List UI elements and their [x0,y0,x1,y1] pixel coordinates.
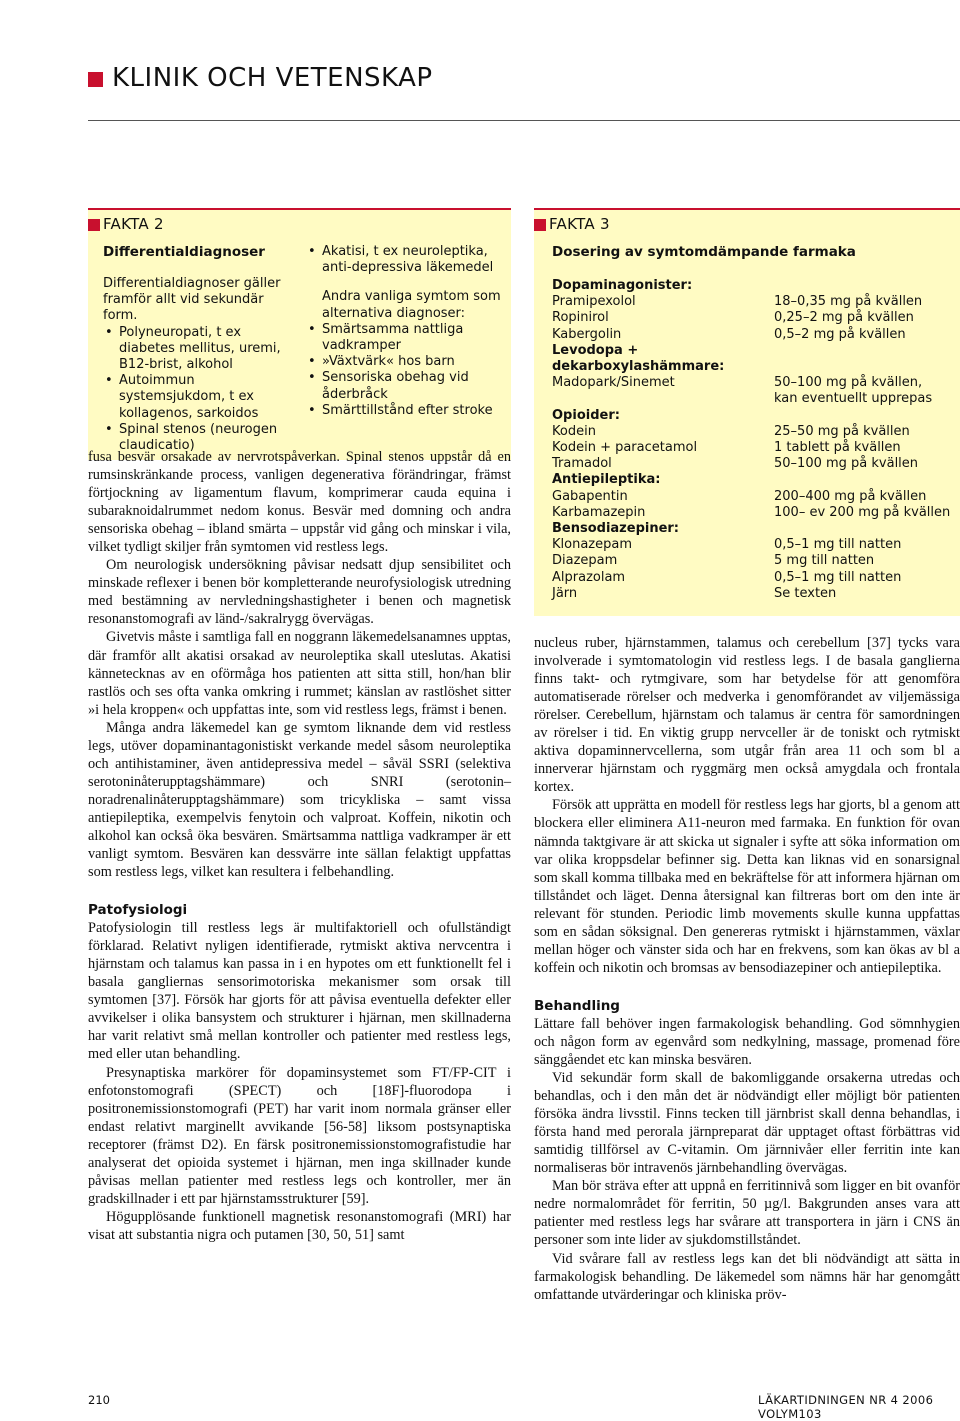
fakta-2-left-list [103,325,295,455]
drug-category: Dopaminagonister: [552,278,693,293]
body-paragraph: Högupplösande funktionell magnetisk resonanstomografi (MRI) har visat att substantia nigra och putamen [30, 50, 51] samt [88,1208,511,1243]
drug-dose: 0,5–1 mg till natten [774,569,902,585]
list-item: • Autoimmun systemsjukdom, t ex kollagenos, sarkoidos [103,373,295,422]
drug-dose: kan eventuellt upprepas [774,391,933,407]
fakta-3-rule [534,208,960,210]
body-paragraph: Försök att upprätta en modell för restless legs har gjorts, bl a genom att blockera eller eliminera A11-neuron med farmaka. En funktion för ovan nämnda taktgivare är att skicka ut signaler i syfte att söka information om var olika kroppsdelar befinner sig. Detta kan liknas vid en sonarsignal som skall komma tillbaka med en bekräftelse för att informera hjärnan om tillståndet och läget. Denna återsignal kan filtreras bort om den inte är relevant för stunden. Periodic limb movements skulle kunna uppfattas som en sådan söksignal. Den genereras rytmiskt i hjärnstammen, växlar mellan höger och vänster sida och har en frekvens, som kan ökas av bl a koffein och nikotin och bromsas av bensodiazepiner och antiepileptika. [534,797,960,976]
drug-name: Tramadol [552,456,612,472]
fakta-2-intro: Differentialdiagnoser gäller framför allt vid sekundär form. [103,276,281,324]
drug-dose: 18–0,35 mg på kvällen [774,294,923,310]
body-paragraph: Presynaptiska markörer för dopaminsystemet som FT/FP-CIT i enfotonstomografi (SPECT) och [18F]-fluorodopa i positronemissionstomografi (PET) har varit inom normala gränser eller endast relativt marginellt avvikande [56-58] liksom postsynaptiska receptorer (främst D2). En färsk positronemissionstomografistudie har analyserat det opioida systemet i hjärnan, men inga skillnader kunde påvisas mellan patienter med restless legs och kontroller, mer än gradskillnader i ett par hjärnstamsstrukturer [59]. [88,1064,511,1207]
list-item: • Polyneuropati, t ex diabetes mellitus, uremi, B12-brist, alkohol [103,325,295,374]
fakta-3-label: FAKTA 3 [549,215,610,233]
drug-dose: 25–50 mg på kvällen [774,423,910,439]
drug-dose: 5 mg till natten [774,553,875,569]
fakta-2-right-top-list [306,244,504,276]
drug-category: Opioider: [552,407,620,423]
body-paragraph: Många andra läkemedel kan ge symtom liknande dem vid restless legs, utöver dopaminantagonistiskt verkande medel såsom neuroleptika och antihistaminer, även antidepressiva medel – såväl SSRI (selektiva serotoninåterupptagshämmare) och SNRI (serotonin–noradrenalinåterupptagshämmare) som tricykliska – samt vissa antiepileptika, exempelvis fenytoin och valproat. Koffein, nikotin och alkohol kan också öka besvären. Smärtsamma nattliga vadkramper är ett vanligt symtom. Besvären kan dessvärre inte sällan felaktigt uppfattas som restless legs, vilket kan resultera i felbehandling. [88,719,511,881]
body-paragraph: Man bör sträva efter att uppnå en ferritinnivå som ligger en bit ovanför nedre normalområdet för ferritin, 50 µg/l. Bakgrunden anses vara att patienter med restless legs har svårare att transportera in järn i CNS än personer som inte lider av sjukdomstillståndet. [534,1178,960,1249]
drug-dose: 50–100 mg på kvällen [774,456,919,472]
fakta-2-box [88,208,511,460]
fakta-3-title: Dosering av symtomdämpande farmaka [552,244,856,260]
drug-dose: Se texten [774,585,837,601]
drug-name: Kabergolin [552,326,622,342]
fakta-3-marker-square [534,219,546,231]
page-number: 210 [88,1393,110,1407]
list-item: • Smärttillstånd efter stroke [306,403,504,419]
list-item: • Smärtsamma nattliga vadkramper [306,322,504,354]
fakta-2-right-column [306,244,504,419]
drug-name: Klonazepam [552,537,632,553]
body-paragraph: Vid svårare fall av restless legs kan det bli nödvändigt att sätta in farmakologisk behandling. De läkemedel som nämns här har genomgått omfattande utvärderingar och kliniska pröv- [534,1250,960,1303]
section-title: KLINIK OCH VETENSKAP [112,63,433,93]
fakta-2-marker-square [88,219,100,231]
drug-name: Diazepam [552,553,618,569]
body-paragraph: fusa besvär orsakade av nervrotspåverkan. Spinal stenos uppstår då en rumsinskränkande process, vanligen degenerativa förändringar, främst förtjockning av ligamentum flavum, komprimerar cauda equina i subaraknoidalrummet nedom konus. Besvär med domning och andra sensoriska obehag – ibland smärta – uppstår vid gång och minskar i vila, vilket tydligt skiljer från symtomen vid restless legs. [88,449,511,556]
fakta-2-left-column [103,276,295,454]
right-text-column [534,634,960,1304]
drug-name: Madopark/Sinemet [552,375,675,391]
drug-dose: 0,5–1 mg till natten [774,537,902,553]
body-paragraph: Vid sekundär form skall de bakomliggande orsakerna utredas och behandlas, och i den mån det är nödvändigt eller möjligt bör patienten försöka ändra livsstil. Finns tecken till järnbrist skall denna behandlas, i första hand med perorala järnpreparat där upptaget oftast förbättras vid samtidig tillförsel av C-vitamin. Om järnnivåer eller ferritin inte kan normaliseras bör intravenös järnbehandling övervägas. [534,1070,960,1177]
journal-footer: LÄKARTIDNINGEN NR 4 2006 VOLYM103 [758,1393,934,1421]
left-text-column [88,448,511,1244]
body-paragraph: Lättare fall behöver ingen farmakologisk behandling. God sömnhygien och någon form av egenvård som nedkylning, massage, promenad före sänggåendet etc kan minska besvären. [534,1015,960,1068]
section-heading-patofysiologi: Patofysiologi [88,902,188,919]
drug-category: Bensodiazepiner: [552,521,680,536]
drug-category: Antiepileptika: [552,472,661,488]
drug-name: Alprazolam [552,569,626,585]
body-paragraph: Patofysiologin till restless legs är multifaktoriell och ofullständigt förklarad. Relativt nyligen identifierade, rytmiskt aktiva nervcentra i hjärnstam och talamus kan passa in i en hypotes om ett funktionellt fel i basala gangliernas sensorimotoriska mekanismer som orsak till symtomen [37]. Försök har gjorts för att påvisa eventuella defekter eller avvikelser i olika bansystem och strukturer i hjärnan, men skillnaderna har varit relativt små mellan kontroller och patienter med restless legs, med eller utan behandling. [88,920,511,1063]
fakta-2-title: Differentialdiagnoser [103,244,265,260]
drug-category: dekarboxylashämmare: [552,359,725,374]
list-item: • Spinal stenos (neurogen claudicatio) [103,422,295,454]
drug-name: Järn [552,585,578,601]
section-heading-behandling: Behandling [534,997,620,1014]
drug-name: Kodein + paracetamol [552,440,698,455]
dosage-table [552,278,952,608]
body-paragraph: Om neurologisk undersökning påvisar nedsatt djup sensibilitet och minskade reflexer i benen bör kompletterande neurofysiologisk utredning med bestämning av nervledningshastigheter i benen och magnetisk resonanstomografi av länd-/sakralrygg övervägas. [88,557,511,628]
drug-dose: 100– ev 200 mg på kvällen [774,504,951,520]
drug-dose: 50–100 mg på kvällen, [774,375,923,391]
fakta-2-label: FAKTA 2 [103,215,164,233]
drug-name: Karbamazepin [552,504,646,520]
drug-dose: 0,25–2 mg på kvällen [774,310,914,326]
drug-name: Ropinirol [552,310,609,326]
list-item: • Sensoriska obehag vid åderbråck [306,370,504,402]
header-divider [88,120,960,121]
drug-dose: 200–400 mg på kvällen [774,488,927,504]
section-marker-square [88,72,103,87]
drug-name: Gabapentin [552,488,628,504]
drug-name: Kodein [552,423,596,439]
drug-category: Levodopa + [552,342,639,358]
fakta-3-box [534,208,960,616]
drug-dose: 1 tablett på kvällen [774,440,901,455]
body-paragraph: nucleus ruber, hjärnstammen, talamus och cerebellum [37] tycks vara involverade i symtomatologin vid restless legs. I de basala ganglierna finns takt- och rytmgivare, som har betydelse för att genomföra automatiserade rörelser och medverka i genomförandet av viljemässiga rörelser. Cerebellum, hjärnstam och talamus är centra för samordningen av rörelser i tid. En viktig grupp nervceller är de toniskt och rytmiskt aktiva dopaminnervcellerna, som utgår från area 11 och som bl a innerverar hjärnstam och ryggmärg men också amygdala och frontala kortex. [534,635,960,796]
fakta-2-other-intro: Andra vanliga symtom som alternativa diagnoser: [322,289,501,321]
drug-dose: 0,5–2 mg på kvällen [774,326,906,342]
fakta-2-other-list [306,322,504,419]
list-item: • Akatisi, t ex neuroleptika, anti-depressiva läkemedel [306,244,504,276]
list-item: • »Växtvärk« hos barn [306,354,504,370]
body-paragraph: Givetvis måste i samtliga fall en noggrann läkemedelsanamnes upptas, där framför allt akatisi orsakad av neuroleptika skall uteslutas. Akatisi kännetecknas av en oförmåga hos patienten att sitta still, hon/han blir rastlös och ses ofta vanka omkring i rummet; känslan av rastlöshet sitter »i hela kroppen« och uppfattas inte, som vid restless legs, främst i benen. [88,629,511,718]
drug-name: Pramipexolol [552,294,636,310]
fakta-2-rule [88,208,511,210]
